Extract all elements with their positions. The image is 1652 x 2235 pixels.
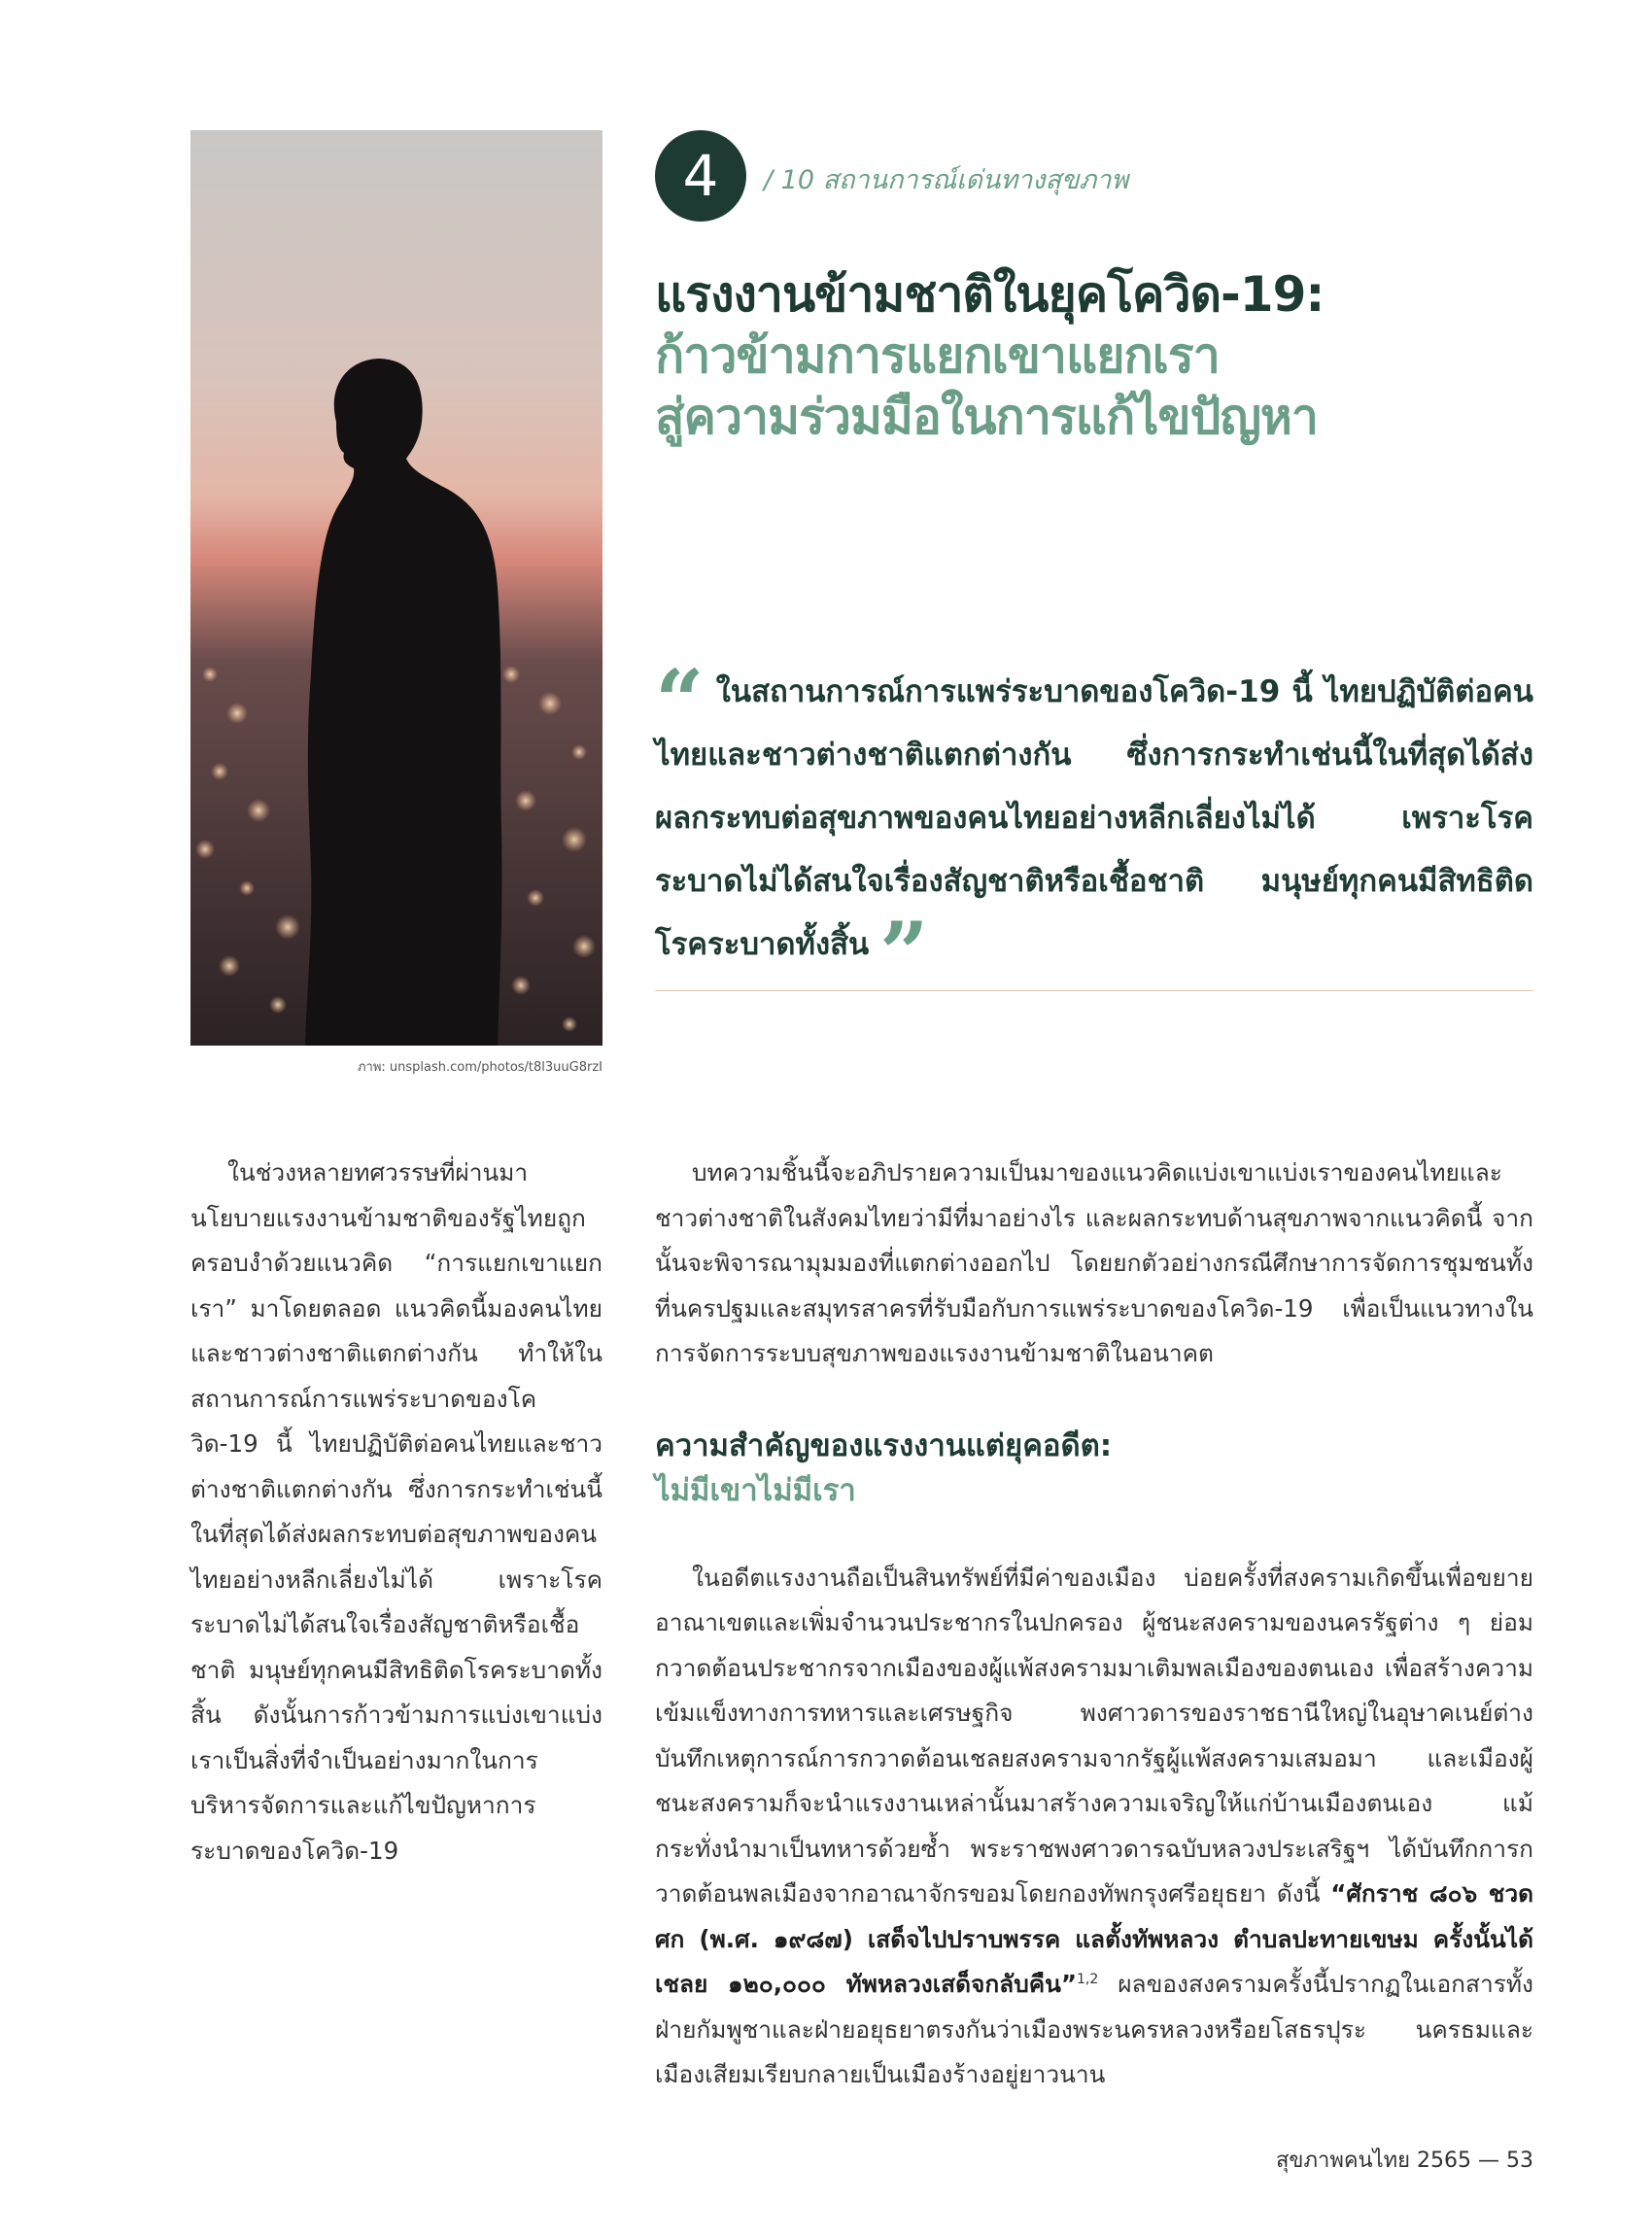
close-quote-mark: ” — [879, 903, 929, 1004]
reference-marker: 1,2 — [1076, 1971, 1099, 1987]
chronicle-quote: “ศักราช ๘๐๖ ชวดศก (พ.ศ. ๑๙๘๗) เสด็จไปปราบพรรค แลตั้งทัพหลวง ตำบลปะทายเขษม ครั้งนั้นได้เชลย ๑๒๐,๐๐๐ ทัพหลวงเสด็จกลับคืน” — [655, 1879, 1533, 1998]
section-number-badge: 4 — [655, 130, 746, 222]
photo-credit: ภาพ: unsplash.com/photos/t8l3uuG8rzI — [357, 1060, 602, 1075]
article-title — [655, 264, 1549, 448]
left-column — [190, 1151, 602, 1874]
open-quote-mark: “ — [655, 650, 705, 751]
body-text-after-quote: ผลของสงครามครั้งนี้ปรากฏในเอกสารทั้งฝ่ายกัมพูชาและฝ่ายอยุธยาตรงกันว่าเมืองพระนครหลวงหรือยโสธรปุระ นครธมและเมืองเสียมเรียบกลายเป็นเมืองร้างอยู่ยาวนาน — [655, 1970, 1533, 2088]
left-paragraph: ในช่วงหลายทศวรรษที่ผ่านมา นโยบายแรงงานข้ามชาติของรัฐไทยถูกครอบงำด้วยแนวคิด “การแยกเขาแยกเรา” มาโดยตลอด แนวคิดนี้มองคนไทยและชาวต่างชาติแตกต่างกัน ทำให้ในสถานการณ์การแพร่ระบาดของโควิด-19 นี้ ไทยปฏิบัติต่อคนไทยและชาวต่างชาติแตกต่างกัน ซึ่งการกระทำเช่นนี้ในที่สุดได้ส่งผลกระทบต่อสุขภาพของคนไทยอย่างหลีกเลี่ยงไม่ได้ เพราะโรคระบาดไม่ได้สนใจเรื่องสัญชาติหรือเชื้อชาติ มนุษย์ทุกคนมีสิทธิติดโรคระบาดทั้งสิ้น ดังนั้นการก้าวข้ามการแบ่งเขาแบ่งเราเป็นสิ่งที่จำเป็นอย่างมากในการบริหารจัดการและแก้ไขปัญหาการระบาดของโควิด-19 — [190, 1158, 602, 1865]
cover-photo — [190, 130, 602, 1046]
body-text-before-quote: ในอดีตแรงงานถือเป็นสินทรัพย์ที่มีค่าของเมือง บ่อยครั้งที่สงครามเกิดขึ้นเพื่อขยายอาณาเขตและเพิ่มจำนวนประชากรในปกครอง ผู้ชนะสงครามของนครรัฐต่าง ๆ ย่อมกวาดต้อนประชากรจากเมืองของผู้แพ้สงครามมาเติมพลเมืองของตนเอง เพื่อสร้างความเข้มแข็งทางการทหารและเศรษฐกิจ พงศาวดารของราชธานีใหญ่ในอุษาคเนย์ต่างบันทึกเหตุการณ์การกวาดต้อนเชลยสงครามจากรัฐผู้แพ้สงครามเสมอมา และเมืองผู้ชนะสงครามก็จะนำแรงงานเหล่านั้นมาสร้างความเจริญให้แก่บ้านเมืองตนเอง แม้กระทั่งนำมาเป็นทหารด้วยซ้ำ พระราชพงศาวดารฉบับหลวงประเสริฐฯ ได้บันทึกการกวาดต้อนพลเมืองจากอาณาจักรขอมโดยกองทัพกรุงศรีอยุธยา ดังนี้ — [655, 1563, 1533, 1908]
pull-quote — [655, 650, 1533, 1004]
title-line-2: ก้าวข้ามการแยกเขาแยกเรา — [655, 327, 1220, 384]
section-heading — [655, 1424, 1533, 1513]
series-label: / 10 สถานการณ์เด่นทางสุขภาพ — [764, 165, 1129, 195]
silhouette-photo-graphic — [190, 130, 602, 1046]
pull-quote-text: ในสถานการณ์การแพร่ระบาดของโควิด-19 นี้ ไทยปฏิบัติต่อคนไทยและชาวต่างชาติแตกต่างกัน ซึ่งการกระทำเช่นนี้ในที่สุดได้ส่งผลกระทบต่อสุขภาพของคนไทยอย่างหลีกเลี่ยงไม่ได้ เพราะโรคระบาดไม่ได้สนใจเรื่องสัญชาติหรือเชื้อชาติ มนุษย์ทุกคนมีสิทธิติดโรคระบาดทั้งสิ้น — [655, 674, 1533, 962]
right-column — [655, 1151, 1533, 2098]
title-line-1: แรงงานข้ามชาติในยุคโควิด-19: — [655, 266, 1325, 323]
section-heading-line-1: ความสำคัญของแรงงานแต่ยุคอดีต: — [655, 1427, 1113, 1463]
page-footer: สุขภาพคนไทย 2565 — 53 — [1276, 2149, 1533, 2173]
title-line-3: สู่ความร่วมมือในการแก้ไขปัญหา — [655, 389, 1318, 445]
intro-paragraph: บทความชิ้นนี้จะอภิปรายความเป็นมาของแนวคิดแบ่งเขาแบ่งเราของคนไทยและชาวต่างชาติในสังคมไทยว่ามีที่มาอย่างไร และผลกระทบด้านสุขภาพจากแนวคิดนี้ จากนั้นจะพิจารณามุมมองที่แตกต่างออกไป โดยยกตัวอย่างกรณีศึกษาการจัดการชุมชนทั้งที่นครปฐมและสมุทรสาครที่รับมือกับการแพร่ระบาดของโควิด-19 เพื่อเป็นแนวทางในการจัดการระบบสุขภาพของแรงงานข้ามชาติในอนาคต — [655, 1158, 1533, 1367]
section-heading-line-2: ไม่มีเขาไม่มีเรา — [655, 1472, 856, 1508]
body-paragraph — [655, 1556, 1533, 2098]
